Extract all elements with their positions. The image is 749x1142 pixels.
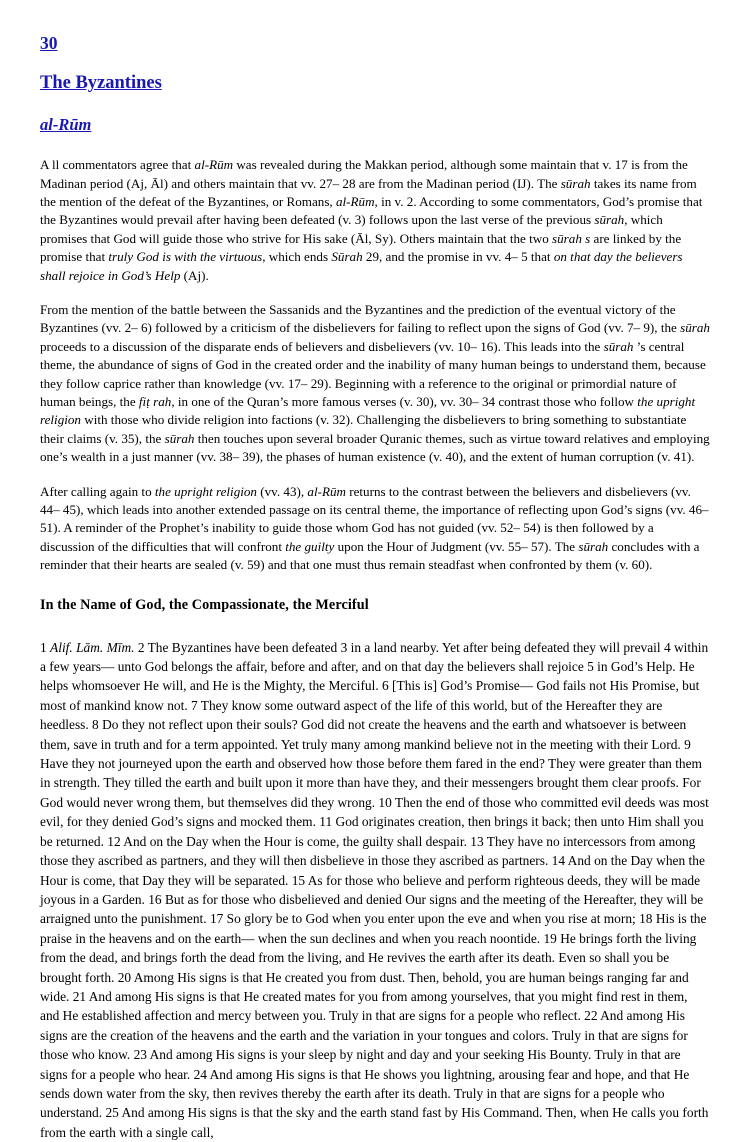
- surah-transliteration-heading: al-Rūm: [40, 114, 92, 134]
- commentary-paragraph-1: A ll commentators agree that al-Rūm was revealed during the Makkan period, although some maintain that v. 17 is from the Madinan period (Aj, Āl) and others maintain that vv. 27– 28 are from the Madinan period (IJ). The sūrah takes its name from the mention of the defeat of the Byzantines, or Romans, al-Rūm, in v. 2. According to some commentators, God’s promise that the Byzantines would prevail after having been defeated (v. 3) follows upon the last verse of the previous sūrah, which promises that God will guide those who strive for His sake (Āl, Sy). Others maintain that the two sūrah s are linked by the promise that truly God is with the virtuous, which ends Sūrah 29, and the promise in vv. 4– 5 that on that day the believers shall rejoice in God’s Help (Aj).: [40, 157, 703, 283]
- basmala-heading: In the Name of God, the Compassionate, the Merciful: [40, 596, 369, 613]
- commentary-section: [40, 156, 710, 575]
- translation-body: 1 Alif. Lām. Mīm. 2 The Byzantines have been defeated 3 in a land nearby. Yet after being defeated they will prevail 4 within a few years— unto God belongs the affair, before and after, and on that day the believers shall rejoice 5 in God’s Help. He helps whomsoever He will, and He is the Mighty, the Merciful. 6 [This is] God’s Promise— God fails not His Promise, but most of mankind know not. 7 They know some outward aspect of the life of this world, but of the Hereafter they are heedless. 8 Do they not reflect upon their souls? God did not create the heavens and the earth and whatsoever is between them, save in truth and for a term appointed. Yet truly many among mankind believe not in the meeting with their Lord. 9 Have they not journeyed upon the earth and observed how those before them fared in the end? They were greater than them in strength. They tilled the earth and built upon it more than have they, and their messengers brought them clear proofs. For God would never wrong them, but themselves did they wrong. 10 Then the end of those who committed evil deeds was most evil, for they denied God’s signs and mocked them. 11 God originates creation, then brings it back; then unto Him shall you be returned. 12 And on the Day when the Hour is come, the guilty shall despair. 13 They have no intercessors from among those they ascribed as partners, and they will then disbelieve in those they ascribed as partners. 14 And on the Day when the Hour is come, that Day they will be separated. 15 As for those who believe and perform righteous deeds, they will be made joyous in a Garden. 16 But as for those who disbelieved and denied Our signs and the meeting of the Hereafter, they will be arraigned unto the punishment. 17 So glory be to God when you enter upon the eve and when you rise at morn; 18 His is the praise in the heavens and on the earth— when the sun declines and when you reach noontide. 19 He brings forth the living from the dead, and brings forth the dead from the living, and He revives the earth after its death. Even so shall you be brought forth. 20 Among His signs is that He created you from dust. Then, behold, you are human beings ranging far and wide. 21 And among His signs is that He created mates for you from among yourselves, that you might find rest in them, and He established affection and mercy between you. Truly in that are signs for a people who reflect. 22 And among His signs are the creation of the heavens and the earth and the variation in your tongues and colors. Truly in that are signs for those who know. 23 And among His signs is your sleep by night and day and your seeking His Bounty. Truly in that are signs for a people who hear. 24 And among His signs is that He shows you lightning, arousing fear and hope, and that He sends down water from the sky, then revives thereby the earth after its death. Truly in that are signs for a people who understand. 25 And among His signs is that the sky and the earth stand fast by His Command. Then, when He calls you forth from the earth with a single call,: [40, 639, 709, 1140]
- surah-title-heading: The Byzantines: [40, 73, 162, 94]
- page-number-heading: 30: [40, 33, 58, 53]
- commentary-paragraph-2: From the mention of the battle between the Sassanids and the Byzantines and the prediction of the eventual victory of the Byzantines (vv. 2– 6) followed by a criticism of the disbelievers for failing to reflect upon the signs of God (vv. 7– 9), the sūrah proceeds to a discussion of the disparate ends of believers and disbelievers (vv. 10– 16). This leads into the sūrah ’s central theme, the abundance of signs of God in the created order and the inability of many human beings to understand them, because they follow caprice rather than knowledge (vv. 17– 29). Beginning with a reference to the original or primordial nature of human beings, the fiṭ rah, in one of the Quran’s more famous verses (v. 30), vv. 30– 34 contrast those who follow the upright religion with those who divide religion into factions (v. 32). Challenging the disbelievers to bring something to substantiate their claims (v. 35), the sūrah then touches upon several broader Quranic themes, such as virtue toward relatives and employing one’s wealth in a just manner (vv. 38– 39), the phases of human existence (v. 40), and the extent of human corruption (v. 41).: [40, 301, 710, 465]
- translation-section: [40, 638, 710, 1142]
- commentary-paragraph-3: After calling again to the upright religion (vv. 43), al-Rūm returns to the contrast between the believers and disbelievers (vv. 44– 45), which leads into another extended passage on its central theme, the importance of reflecting upon God’s signs (vv. 46– 51). A reminder of the Prophet’s inability to guide those whom God has not guided (vv. 52– 54) is then followed by a discussion of the difficulties that will confront the guilty upon the Hour of Judgment (vv. 55– 57). The sūrah concludes with a reminder that their hearts are sealed (v. 59) and that one must thus remain steadfast when confronted by them (v. 60).: [40, 483, 709, 573]
